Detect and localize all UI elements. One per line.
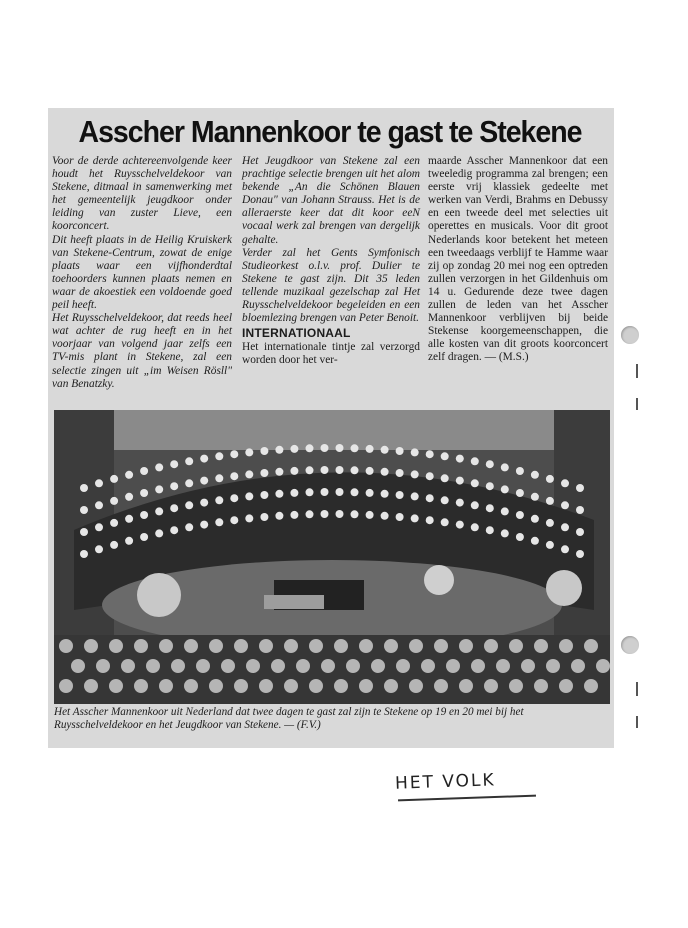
singer-head — [576, 528, 584, 536]
audience-head — [409, 639, 423, 653]
audience-head — [559, 639, 573, 653]
audience-head — [109, 639, 123, 653]
singer-head — [366, 511, 374, 519]
audience-head — [434, 679, 448, 693]
singer-head — [155, 485, 163, 493]
singer-head — [576, 484, 584, 492]
audience-head — [184, 639, 198, 653]
paragraph: Voor de derde achtereenvolgende keer houdt het Ruysschelveldekoor van Stekene, ditmaal in samenwerking met het gemeentelijk jeugdkoor onder leiding van zuster Lieve, een koorconcert. — [52, 155, 232, 233]
singer-head — [95, 479, 103, 487]
singer-head — [456, 455, 464, 463]
singer-head — [110, 519, 118, 527]
audience-head — [434, 639, 448, 653]
singer-head — [336, 510, 344, 518]
singer-head — [185, 523, 193, 531]
singer-head — [200, 455, 208, 463]
singer-head — [275, 446, 283, 454]
singer-head — [546, 541, 554, 549]
audience-head — [446, 659, 460, 673]
singer-head — [215, 518, 223, 526]
audience-head — [534, 639, 548, 653]
singer-head — [441, 474, 449, 482]
singer-head — [321, 444, 329, 452]
singer-head — [396, 447, 404, 455]
singer-head — [110, 497, 118, 505]
edge-mark — [636, 364, 638, 378]
choir-photo-illustration — [54, 410, 610, 704]
audience-head — [346, 659, 360, 673]
singer-head — [290, 489, 298, 497]
singer-head — [411, 514, 419, 522]
singer-head — [140, 489, 148, 497]
singer-head — [486, 526, 494, 534]
singer-head — [95, 501, 103, 509]
singer-head — [306, 488, 314, 496]
audience-head — [296, 659, 310, 673]
singer-head — [170, 482, 178, 490]
singer-head — [396, 513, 404, 521]
audience-head — [496, 659, 510, 673]
audience-head — [196, 659, 210, 673]
audience-head — [59, 679, 73, 693]
singer-head — [531, 493, 539, 501]
singer-head — [471, 479, 479, 487]
singer-head — [441, 518, 449, 526]
singer-head — [306, 510, 314, 518]
singer-head — [230, 450, 238, 458]
singer-head — [260, 491, 268, 499]
singer-head — [501, 485, 509, 493]
audience-head — [596, 659, 610, 673]
singer-head — [321, 488, 329, 496]
audience-head — [84, 639, 98, 653]
singer-head — [546, 475, 554, 483]
singer-head — [200, 477, 208, 485]
audience-head — [121, 659, 135, 673]
singer-head — [351, 510, 359, 518]
audience-head — [71, 659, 85, 673]
singer-head — [80, 484, 88, 492]
singer-head — [516, 489, 524, 497]
audience-head — [559, 679, 573, 693]
singer-head — [486, 460, 494, 468]
singer-head — [381, 490, 389, 498]
edge-mark — [636, 398, 638, 410]
singer-head — [200, 499, 208, 507]
singer-head — [351, 466, 359, 474]
audience-head — [159, 679, 173, 693]
singer-head — [215, 474, 223, 482]
singer-head — [396, 491, 404, 499]
singer-head — [516, 511, 524, 519]
singer-head — [486, 504, 494, 512]
singer-head — [155, 529, 163, 537]
singer-head — [155, 463, 163, 471]
singer-head — [230, 472, 238, 480]
singer-head — [576, 550, 584, 558]
singer-head — [366, 445, 374, 453]
singer-head — [561, 523, 569, 531]
singer-head — [170, 504, 178, 512]
audience-head — [184, 679, 198, 693]
singer-head — [80, 506, 88, 514]
singer-head — [381, 468, 389, 476]
audience-head — [209, 679, 223, 693]
singer-head — [546, 497, 554, 505]
audience-head — [234, 639, 248, 653]
audience-head — [321, 659, 335, 673]
singer-head — [140, 533, 148, 541]
singer-head — [531, 515, 539, 523]
singer-head — [290, 445, 298, 453]
article-column-2 — [242, 155, 420, 368]
audience-head — [259, 639, 273, 653]
audience-head — [509, 639, 523, 653]
singer-head — [215, 452, 223, 460]
singer-head — [441, 496, 449, 504]
singer-head — [125, 471, 133, 479]
singer-head — [471, 457, 479, 465]
singer-head — [501, 463, 509, 471]
singer-head — [290, 467, 298, 475]
singer-head — [501, 529, 509, 537]
paragraph: Het internationale tintje zal verzorgd worden door het ver- — [242, 341, 420, 367]
audience-head — [571, 659, 585, 673]
audience-head — [546, 659, 560, 673]
singer-head — [155, 507, 163, 515]
singer-head — [200, 521, 208, 529]
singer-head — [170, 460, 178, 468]
audience-head — [396, 659, 410, 673]
singer-head — [275, 490, 283, 498]
audience-head — [584, 639, 598, 653]
singer-head — [411, 492, 419, 500]
audience-head — [134, 639, 148, 653]
audience-head — [171, 659, 185, 673]
singer-head — [185, 479, 193, 487]
singer-head — [471, 501, 479, 509]
singer-head — [561, 479, 569, 487]
singer-head — [426, 494, 434, 502]
singer-head — [185, 457, 193, 465]
singer-head — [336, 444, 344, 452]
audience-head — [509, 679, 523, 693]
audience-head — [371, 659, 385, 673]
singer-head — [306, 444, 314, 452]
singer-head — [95, 545, 103, 553]
singer-head — [366, 467, 374, 475]
singer-head — [381, 446, 389, 454]
singer-head — [426, 450, 434, 458]
singer-head — [260, 447, 268, 455]
article-column-3 — [428, 155, 608, 365]
singer-head — [576, 506, 584, 514]
paragraph: Het Ruysschelveldekoor, dat reeds heel wat achter de rug heeft en in het voorjaar van volgend jaar zelfs een TV-mis plant in Stekene, zal een selectie zingen uit „im Weisen Rösll" van Benatzky. — [52, 312, 232, 390]
singer-head — [306, 466, 314, 474]
singer-head — [516, 533, 524, 541]
audience-head — [334, 679, 348, 693]
paragraph: Dit heeft plaats in de Heilig Kruiskerk van Stekene-Centrum, zowat de enige plaats waar een vijfhonderdtal toehoorders kunnen plaats nemen en waar de akoestiek een voldoende goed peil heeft. — [52, 233, 232, 312]
singer-head — [245, 492, 253, 500]
photo-caption: Het Asscher Mannenkoor uit Nederland dat twee dagen te gast zal zijn te Stekene op 19 en 20 mei bij het Ruysschelveldekoor en het Jeugdkoor van Stekene. — (F.V.) — [54, 706, 524, 731]
audience-head — [309, 679, 323, 693]
audience-head — [246, 659, 260, 673]
punch-hole — [621, 326, 639, 344]
singer-head — [275, 512, 283, 520]
singer-head — [336, 466, 344, 474]
handwritten-annotation: HET VOLK — [394, 770, 496, 794]
singer-head — [351, 444, 359, 452]
singer-head — [546, 519, 554, 527]
audience-head — [384, 679, 398, 693]
singer-head — [396, 469, 404, 477]
singer-head — [426, 516, 434, 524]
singer-head — [110, 475, 118, 483]
singer-head — [531, 471, 539, 479]
singer-head — [441, 452, 449, 460]
singer-head — [471, 523, 479, 531]
singer-head — [411, 448, 419, 456]
section-subhead: INTERNATIONAAL — [242, 326, 351, 341]
singer-head — [80, 550, 88, 558]
singer-head — [486, 482, 494, 490]
singer-head — [260, 469, 268, 477]
audience-head — [359, 639, 373, 653]
singer-head — [501, 507, 509, 515]
singer-head — [321, 510, 329, 518]
singer-head — [230, 516, 238, 524]
singer-head — [140, 511, 148, 519]
singer-head — [275, 468, 283, 476]
singer-head — [456, 477, 464, 485]
paragraph: maarde Asscher Mannenkoor dat een tweeledig programma zal brengen; een eerste vrij klassiek gedeelte met werken van Verdi, Brahms en Debussy en een tweede deel met selecties uit operettes en musicals. Voor dit groot Nederlands koor betekent het meteen een tweedaags verblijf te Hamme waar zij op zondag 20 mei nog een optreden zullen verzorgen in het Gildenhuis om 14 u. Gedurende deze twee dagen zullen de leden van het Asscher Mannenkoor verblijven bij beide Stekense koorgemeenschappen, die alle kosten van dit groots koorconcert zelf dragen. — (M.S.) — [428, 155, 608, 364]
singer-head — [110, 541, 118, 549]
handwritten-underline — [398, 795, 536, 802]
singer-head — [290, 511, 298, 519]
audience-head — [384, 639, 398, 653]
singer-head — [125, 515, 133, 523]
audience-head — [259, 679, 273, 693]
punch-hole — [621, 636, 639, 654]
singer-head — [245, 448, 253, 456]
singer-head — [516, 467, 524, 475]
singer-head — [95, 523, 103, 531]
singer-head — [185, 501, 193, 509]
audience-head — [334, 639, 348, 653]
audience-head — [359, 679, 373, 693]
audience-head — [459, 639, 473, 653]
singer-head — [321, 466, 329, 474]
singer-head — [561, 545, 569, 553]
singer-head — [351, 488, 359, 496]
audience-head — [146, 659, 160, 673]
audience-head — [309, 639, 323, 653]
singer-head — [215, 496, 223, 504]
singer-head — [456, 499, 464, 507]
singer-head — [170, 526, 178, 534]
article-column-1 — [52, 155, 232, 391]
audience-head — [84, 679, 98, 693]
audience-head — [584, 679, 598, 693]
singer-head — [411, 470, 419, 478]
audience-head — [96, 659, 110, 673]
singer-head — [366, 489, 374, 497]
audience-head — [221, 659, 235, 673]
audience-head — [109, 679, 123, 693]
edge-mark — [636, 682, 638, 696]
audience-head — [484, 639, 498, 653]
singer-head — [245, 470, 253, 478]
paragraph: Verder zal het Gents Symfonisch Studieorkest o.l.v. prof. Dulier te Stekene te gast zijn. Dit 35 leden tellende muzikaal gezelschap zal Het Ruysschelveldekoor begeleiden en een bloemlezing brengen van Peter Benoit. — [242, 246, 420, 325]
singer-head — [561, 501, 569, 509]
choir-photo — [54, 410, 610, 704]
edge-mark — [636, 716, 638, 728]
audience-head — [159, 639, 173, 653]
audience-head — [409, 679, 423, 693]
singer-head — [426, 472, 434, 480]
paragraph: Het Jeugdkoor van Stekene zal een prachtige selectie brengen uit het alom bekende „An die Schönen Blauen Donau" van Johann Strauss. Het is de alleraerste keer dat dit koor eeN vocaal werk zal brengen van dergelijk gehalte. — [242, 155, 420, 246]
audience-head — [59, 639, 73, 653]
singer-head — [456, 521, 464, 529]
singer-head — [230, 494, 238, 502]
audience-head — [209, 639, 223, 653]
audience-head — [271, 659, 285, 673]
audience-head — [421, 659, 435, 673]
singer-head — [381, 512, 389, 520]
article-headline: Asscher Mannenkoor te gast te Stekene — [78, 114, 582, 149]
audience-head — [459, 679, 473, 693]
audience-head — [534, 679, 548, 693]
singer-head — [80, 528, 88, 536]
singer-head — [260, 513, 268, 521]
audience-head — [284, 679, 298, 693]
singer-head — [125, 493, 133, 501]
singer-head — [531, 537, 539, 545]
audience-head — [284, 639, 298, 653]
audience-head — [234, 679, 248, 693]
singer-head — [125, 537, 133, 545]
singer-head — [140, 467, 148, 475]
singer-head — [245, 514, 253, 522]
audience-head — [521, 659, 535, 673]
audience-head — [471, 659, 485, 673]
audience-head — [134, 679, 148, 693]
audience-head — [484, 679, 498, 693]
singer-head — [336, 488, 344, 496]
